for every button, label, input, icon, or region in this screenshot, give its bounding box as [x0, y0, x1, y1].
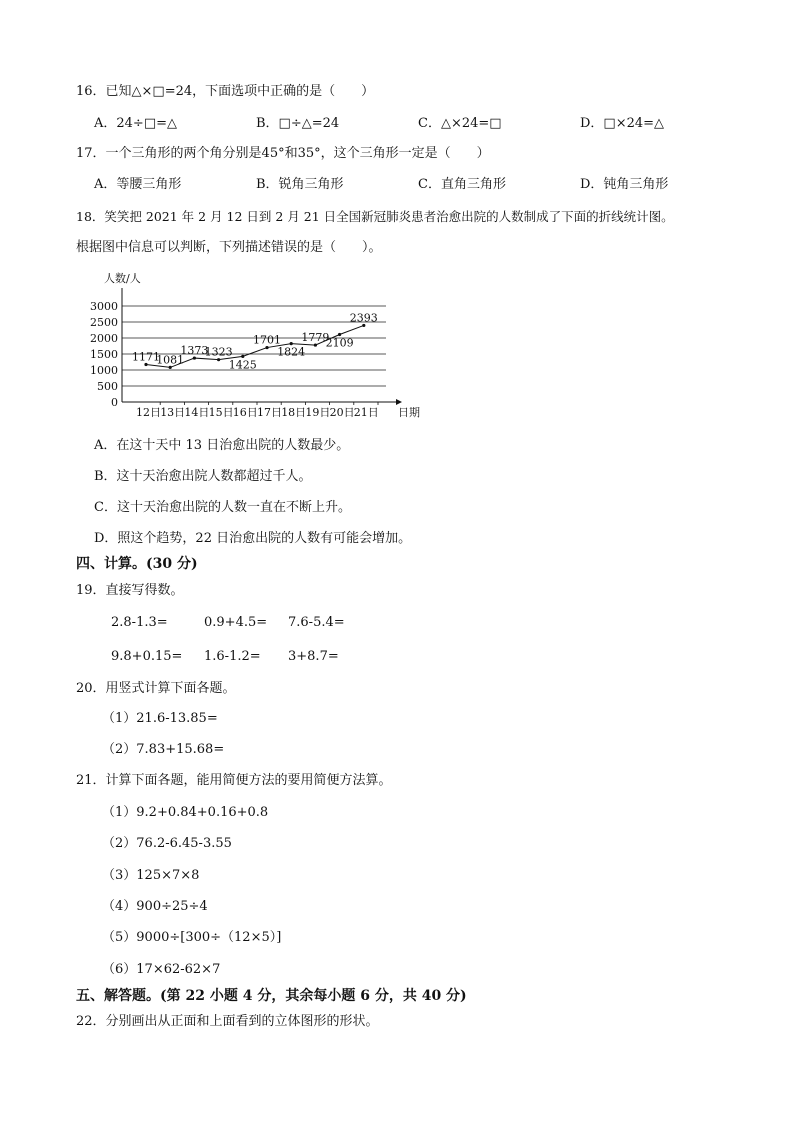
q16-option-b: B．□÷△=24: [256, 116, 340, 131]
x-tick-label-4: 16日: [232, 406, 258, 419]
q19-item-5: 1.6-1.2=: [204, 649, 261, 664]
q19-item-2: 0.9+4.5=: [204, 615, 268, 630]
data-label-4: 1425: [228, 358, 257, 372]
y-axis-label: 人数/人: [104, 272, 141, 285]
data-label-5: 1701: [253, 333, 281, 347]
data-label-7: 1779: [301, 331, 330, 345]
q18-option-a: A．在这十天中 13 日治愈出院的人数最少。: [94, 438, 350, 453]
q17-option-b: B．锐角三角形: [256, 177, 344, 192]
y-tick-label-2500: 2500: [90, 316, 118, 329]
q17-option-c: C．直角三角形: [418, 177, 506, 192]
q16-stem: 16．已知△×□=24，下面选项中正确的是（ ）: [76, 84, 375, 99]
q18-stem-line2: 根据图中信息可以判断，下列描述错误的是（ ）。: [76, 240, 382, 255]
q20-stem: 20．用竖式计算下面各题。: [76, 681, 236, 696]
y-tick-label-1500: 1500: [90, 348, 118, 361]
q18-option-c: C．这十天治愈出院的人数一直在不断上升。: [94, 500, 351, 515]
x-tick-label-8: 20日: [329, 406, 355, 419]
q16-option-a: A．24÷□=△: [94, 116, 177, 131]
x-axis-label: 日期: [398, 406, 420, 419]
x-tick-label-3: 15日: [208, 406, 234, 419]
y-tick-label-500: 500: [97, 380, 118, 393]
q16-option-d: D．□×24=△: [580, 116, 665, 131]
q17-stem: 17．一个三角形的两个角分别是45°和35°，这个三角形一定是（ ）: [76, 146, 490, 161]
q16-option-c: C．△×24=□: [418, 116, 502, 131]
data-label-0: 1171: [132, 350, 160, 364]
q22-stem: 22．分别画出从正面和上面看到的立体图形的形状。: [76, 1014, 379, 1029]
q21-item-6: （6）17×62-62×7: [102, 962, 221, 977]
x-axis-arrow: [396, 399, 402, 405]
q21-item-5: （5）9000÷[300÷（12×5）]: [102, 930, 282, 945]
line-chart: [82, 266, 420, 426]
y-tick-label-3000: 3000: [90, 300, 118, 313]
q21-item-2: （2）76.2-6.45-3.55: [102, 836, 232, 851]
q18-option-d: D．照这个趋势，22 日治愈出院的人数有可能会增加。: [94, 531, 412, 546]
x-tick-label-2: 14日: [184, 406, 210, 419]
q21-item-4: （4）900÷25÷4: [102, 899, 208, 914]
q21-item-1: （1）9.2+0.84+0.16+0.8: [102, 805, 269, 820]
q21-stem: 21．计算下面各题，能用简便方法的要用简便方法算。: [76, 773, 392, 788]
q19-stem: 19．直接写得数。: [76, 583, 184, 598]
y-tick-label-1000: 1000: [90, 364, 118, 377]
data-label-9: 2393: [349, 311, 378, 325]
q21-item-3: （3）125×7×8: [102, 868, 200, 883]
q17-option-a: A．等腰三角形: [94, 177, 182, 192]
data-label-1: 1081: [156, 353, 185, 367]
x-tick-label-7: 19日: [305, 406, 331, 419]
q20-item-1: （1）21.6-13.85=: [102, 711, 218, 726]
y-tick-label-2000: 2000: [90, 332, 118, 345]
q19-item-3: 7.6-5.4=: [288, 615, 345, 630]
data-label-6: 1824: [277, 345, 306, 359]
q19-item-6: 3+8.7=: [288, 649, 339, 664]
q18-option-b: B．这十天治愈出院人数都超过千人。: [94, 469, 312, 484]
data-label-2: 1373: [180, 344, 209, 358]
data-label-8: 2109: [325, 336, 354, 350]
y-tick-label-0: 0: [111, 396, 118, 409]
x-tick-label-9: 21日: [353, 406, 379, 419]
x-tick-label-1: 13日: [160, 406, 186, 419]
q17-option-d: D．钝角三角形: [580, 177, 669, 192]
x-tick-label-5: 17日: [257, 406, 282, 419]
x-tick-label-6: 18日: [281, 406, 307, 419]
section5-title: 五、解答题。(第 22 小题 4 分，其余每小题 6 分，共 40 分): [76, 988, 467, 1004]
q18-stem-line1: 18．笑笑把 2021 年 2 月 12 日到 2 月 21 日全国新冠肺炎患者治愈出院的人数制成了下面的折线统计图。: [76, 209, 674, 224]
q20-item-2: （2）7.83+15.68=: [102, 742, 225, 757]
q19-item-1: 2.8-1.3=: [111, 615, 168, 630]
section4-title: 四、计算。(30 分): [76, 556, 198, 572]
q19-item-4: 9.8+0.15=: [111, 649, 183, 664]
x-tick-label-0: 12日: [136, 406, 161, 419]
data-label-3: 1323: [204, 345, 233, 359]
